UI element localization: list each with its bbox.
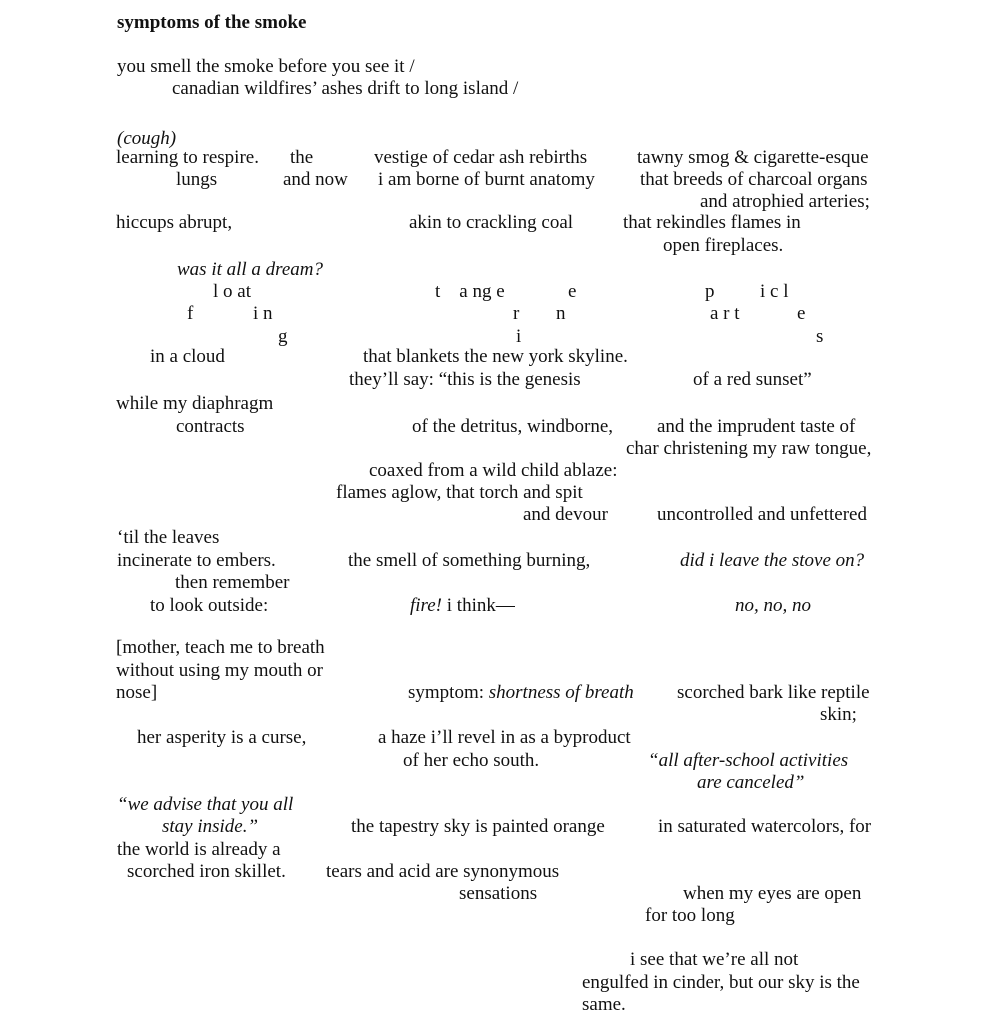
poem-line: for too long [645, 905, 735, 926]
poem-line: contracts [176, 416, 245, 437]
poem-line-segment: i think— [442, 595, 515, 616]
poem-line: nose] [116, 682, 158, 703]
poem-line: that blankets the new york skyline. [363, 346, 628, 367]
poem-line: and atrophied arteries; [700, 191, 870, 212]
poem-line: learning to respire. [116, 147, 259, 168]
poem-line: and the imprudent taste of [657, 416, 856, 437]
poem-line: in a cloud [150, 346, 225, 367]
scattered-letters: i n [253, 303, 273, 324]
poem-line: i see that we’re all not [630, 949, 799, 970]
poem-line: the tapestry sky is painted orange [351, 816, 605, 837]
scattered-letters: e [797, 303, 806, 324]
poem-line: hiccups abrupt, [116, 212, 233, 233]
scattered-letters: t a ng e [435, 281, 505, 302]
poem-line: sensations [459, 883, 538, 904]
poem-line: of the detritus, windborne, [412, 416, 614, 437]
scattered-letters: g [278, 326, 288, 347]
poem-line: akin to crackling coal [409, 212, 574, 233]
poem-line: no, no, no [735, 595, 811, 616]
poem-line: you smell the smoke before you see it / [117, 56, 415, 77]
poem-line: (cough) [117, 128, 177, 149]
poem-line: char christening my raw tongue, [626, 438, 872, 459]
poem-line: her asperity is a curse, [137, 727, 307, 748]
poem-line: are canceled” [697, 772, 805, 793]
poem-line: the smell of something burning, [348, 550, 591, 571]
poem-line: then remember [175, 572, 290, 593]
scattered-letters: p [705, 281, 715, 302]
poem-line: the [290, 147, 314, 168]
poem-line: coaxed from a wild child ablaze: [369, 460, 618, 481]
poem-line-segment: fire! [410, 595, 443, 616]
poem-line: in saturated watercolors, for [658, 816, 872, 837]
poem-line-segment: symptom: [408, 682, 489, 703]
poem-line: and devour [523, 504, 608, 525]
poem-line: i am borne of burnt anatomy [378, 169, 595, 190]
scattered-letters: l o at [213, 281, 251, 302]
poem-line: that rekindles flames in [623, 212, 801, 233]
scattered-letters: f [187, 303, 194, 324]
poem-line: stay inside.” [162, 816, 259, 837]
poem-line: the world is already a [117, 839, 281, 860]
poem-line: tawny smog & cigarette-esque [637, 147, 869, 168]
poem-line: open fireplaces. [663, 235, 784, 256]
poem-line: was it all a dream? [177, 259, 324, 280]
scattered-letters: s [816, 326, 824, 347]
poem-line: did i leave the stove on? [680, 550, 865, 571]
poem-line: ‘til the leaves [117, 527, 220, 548]
poem-line: of a red sunset” [693, 369, 812, 390]
scattered-letters: r [513, 303, 520, 324]
poem-line: and now [283, 169, 348, 190]
poem-line: they’ll say: “this is the genesis [349, 369, 581, 390]
poem-line: incinerate to embers. [117, 550, 276, 571]
poem-line [408, 683, 634, 704]
poem-line: lungs [176, 169, 218, 190]
poem-line: while my diaphragm [116, 393, 274, 414]
poem-line: flames aglow, that torch and spit [336, 482, 583, 503]
poem-line: uncontrolled and unfettered [657, 504, 867, 525]
poem-line: vestige of cedar ash rebirths [374, 147, 588, 168]
poem-line: to look outside: [150, 595, 269, 616]
poem-line: when my eyes are open [683, 883, 862, 904]
poem-line [410, 596, 515, 617]
poem-line: “all after-school activities [648, 750, 849, 771]
poem-line: of her echo south. [403, 750, 540, 771]
poem-line: that breeds of charcoal organs [640, 169, 868, 190]
poem-line: canadian wildfires’ ashes drift to long island / [172, 78, 519, 99]
scattered-letters: i [516, 326, 522, 347]
scattered-letters: a r t [710, 303, 740, 324]
poem-line: [mother, teach me to breath [116, 637, 325, 658]
scattered-letters: n [556, 303, 566, 324]
poem-line: tears and acid are synonymous [326, 861, 560, 882]
scattered-letters: e [568, 281, 577, 302]
poem-line: without using my mouth or [116, 660, 323, 681]
scattered-letters: i c l [760, 281, 789, 302]
poem-line: a haze i’ll revel in as a byproduct [378, 727, 631, 748]
poem-line: same. [582, 994, 626, 1015]
poem-line: skin; [820, 704, 857, 725]
poem-line-segment: shortness of breath [488, 682, 634, 703]
poem-line: scorched bark like reptile [677, 682, 870, 703]
poem-line: “we advise that you all [117, 794, 294, 815]
poem-line: scorched iron skillet. [127, 861, 286, 882]
poem-line: engulfed in cinder, but our sky is the [582, 972, 860, 993]
poem-title: symptoms of the smoke [117, 12, 307, 33]
